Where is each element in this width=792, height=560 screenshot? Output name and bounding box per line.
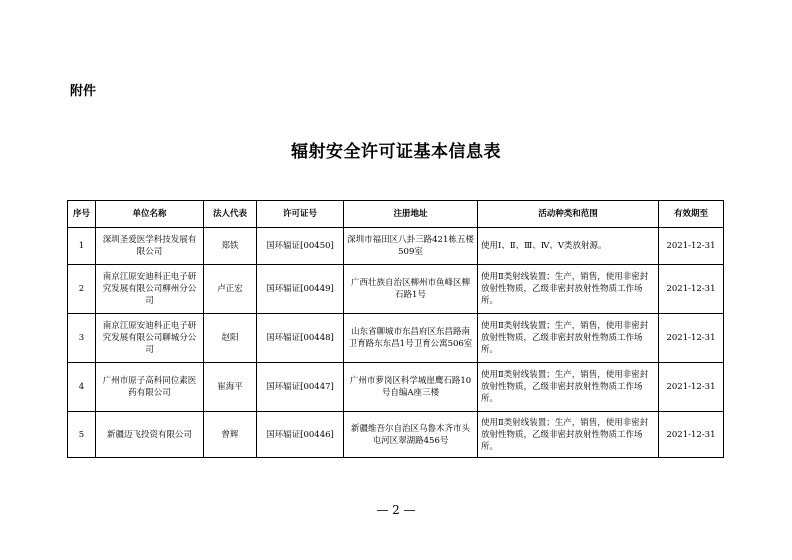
- cell-unit: 广州市原子高科同位素医药有限公司: [96, 363, 204, 412]
- cell-scope: 使用Ⅱ类射线装置；生产，销售，使用非密封放射性物质，乙级非密封放射性物质工作场所。: [478, 265, 659, 314]
- attachment-label: 附件: [70, 84, 97, 99]
- cell-scope: 使用Ⅱ类射线装置；生产，销售，使用非密封放射性物质，乙级非密封放射性物质工作场所。: [478, 412, 659, 458]
- cell-legal-rep: 曾辉: [204, 412, 257, 458]
- cell-valid-until: 2021-12-31: [659, 265, 724, 314]
- cell-legal-rep: 崔海平: [204, 363, 257, 412]
- cell-address: 深圳市福田区八卦三路421栋五楼509室: [344, 228, 478, 265]
- license-info-table: [67, 200, 724, 458]
- header-license: 许可证号: [257, 201, 344, 228]
- header-scope: 活动种类和范围: [478, 201, 659, 228]
- cell-legal-rep: 卢正宏: [204, 265, 257, 314]
- cell-address: 新疆维吾尔自治区乌鲁木齐市头屯河区翠湖路456号: [344, 412, 478, 458]
- header-no: 序号: [68, 201, 96, 228]
- cell-license: 国环辐证[00447]: [257, 363, 344, 412]
- table-row: [68, 265, 724, 314]
- cell-scope: 使用Ⅰ、Ⅱ、Ⅲ、Ⅳ、Ⅴ类放射源。: [478, 228, 659, 265]
- table-header-row: [68, 201, 724, 228]
- cell-valid-until: 2021-12-31: [659, 412, 724, 458]
- cell-address: 广西壮族自治区柳州市鱼峰区柳石路1号: [344, 265, 478, 314]
- cell-no: 2: [68, 265, 96, 314]
- header-unit: 单位名称: [96, 201, 204, 228]
- header-legal-rep: 法人代表: [204, 201, 257, 228]
- cell-valid-until: 2021-12-31: [659, 228, 724, 265]
- cell-legal-rep: 郑铁: [204, 228, 257, 265]
- cell-unit: 南京江原安迪科正电子研究发展有限公司聊城分公司: [96, 314, 204, 363]
- cell-unit: 深圳圣爱医学科技发展有限公司: [96, 228, 204, 265]
- header-valid-until: 有效期至: [659, 201, 724, 228]
- cell-valid-until: 2021-12-31: [659, 314, 724, 363]
- table-row: [68, 412, 724, 458]
- cell-no: 5: [68, 412, 96, 458]
- page-title: 辐射安全许可证基本信息表: [291, 142, 501, 162]
- cell-no: 3: [68, 314, 96, 363]
- cell-no: 1: [68, 228, 96, 265]
- cell-scope: 使用Ⅱ类射线装置；生产，销售，使用非密封放射性物质，乙级非密封放射性物质工作场所。: [478, 363, 659, 412]
- cell-address: 广州市萝岗区科学城崖鹰石路10号自编A座三楼: [344, 363, 478, 412]
- cell-license: 国环辐证[00448]: [257, 314, 344, 363]
- cell-valid-until: 2021-12-31: [659, 363, 724, 412]
- cell-unit: 南京江原安迪科正电子研究发展有限公司柳州分公司: [96, 265, 204, 314]
- header-address: 注册地址: [344, 201, 478, 228]
- table-row: [68, 314, 724, 363]
- cell-legal-rep: 赵阳: [204, 314, 257, 363]
- cell-unit: 新疆迈飞投资有限公司: [96, 412, 204, 458]
- cell-no: 4: [68, 363, 96, 412]
- cell-address: 山东省聊城市东昌府区东昌路南卫育路东东昌1号卫育公寓506室: [344, 314, 478, 363]
- cell-license: 国环辐证[00446]: [257, 412, 344, 458]
- cell-license: 国环辐证[00449]: [257, 265, 344, 314]
- table-row: [68, 228, 724, 265]
- cell-scope: 使用Ⅱ类射线装置；生产，销售，使用非密封放射性物质，乙级非密封放射性物质工作场所。: [478, 314, 659, 363]
- table-row: [68, 363, 724, 412]
- cell-license: 国环辐证[00450]: [257, 228, 344, 265]
- page-number: — 2 —: [376, 503, 416, 517]
